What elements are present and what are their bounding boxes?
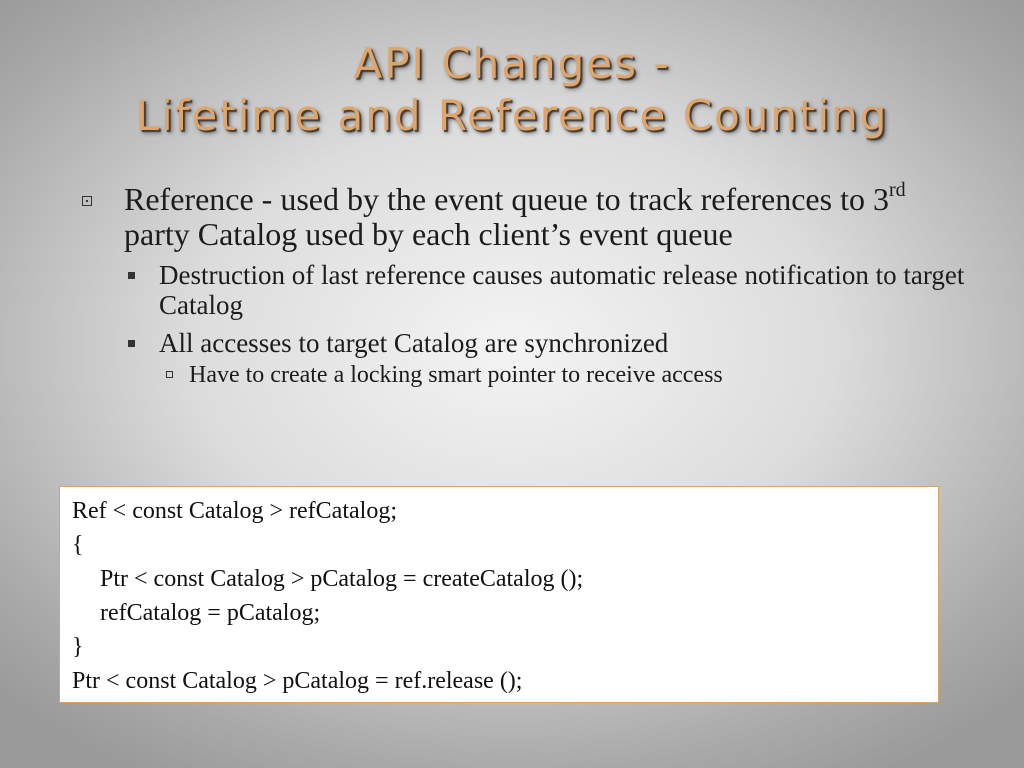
- code-line: Ptr < const Catalog > pCatalog = createCatalog ();: [100, 566, 584, 592]
- slide-title: [0, 38, 1024, 142]
- sub-bullet-destruction: [78, 260, 978, 320]
- hollow-square-icon: [166, 371, 173, 378]
- bullet-list: [78, 179, 978, 389]
- sub-bullet-synchronized-text: All accesses to target Catalog are synchronized: [159, 328, 669, 358]
- code-line: Ref < const Catalog > refCatalog;: [72, 498, 397, 524]
- sub-sub-bullet-locking-text: Have to create a locking smart pointer to receive access: [189, 362, 723, 388]
- bullet-reference-text-1: Reference - used by the event queue to track references to 3: [124, 181, 889, 217]
- ordinal-superscript: rd: [888, 179, 906, 202]
- boxed-dot-icon: [82, 196, 92, 206]
- filled-square-icon: [128, 340, 135, 347]
- sub-bullet-synchronized: [78, 328, 978, 358]
- code-line: refCatalog = pCatalog;: [100, 600, 321, 626]
- code-line: }: [72, 634, 84, 660]
- sub-bullet-destruction-text: Destruction of last reference causes automatic release notification to target Catalog: [159, 260, 965, 320]
- sub-sub-bullet-locking: [78, 361, 978, 389]
- bullet-reference: [78, 179, 978, 252]
- code-line: Ptr < const Catalog > pCatalog = ref.release ();: [72, 668, 523, 694]
- code-line: {: [72, 532, 84, 558]
- filled-square-icon: [128, 272, 135, 279]
- title-line-1: API Changes -: [353, 39, 671, 88]
- title-line-2: Lifetime and Reference Counting: [135, 91, 889, 140]
- bullet-reference-text-2: party Catalog used by each client’s event queue: [124, 216, 733, 252]
- code-sample-box: [59, 486, 939, 703]
